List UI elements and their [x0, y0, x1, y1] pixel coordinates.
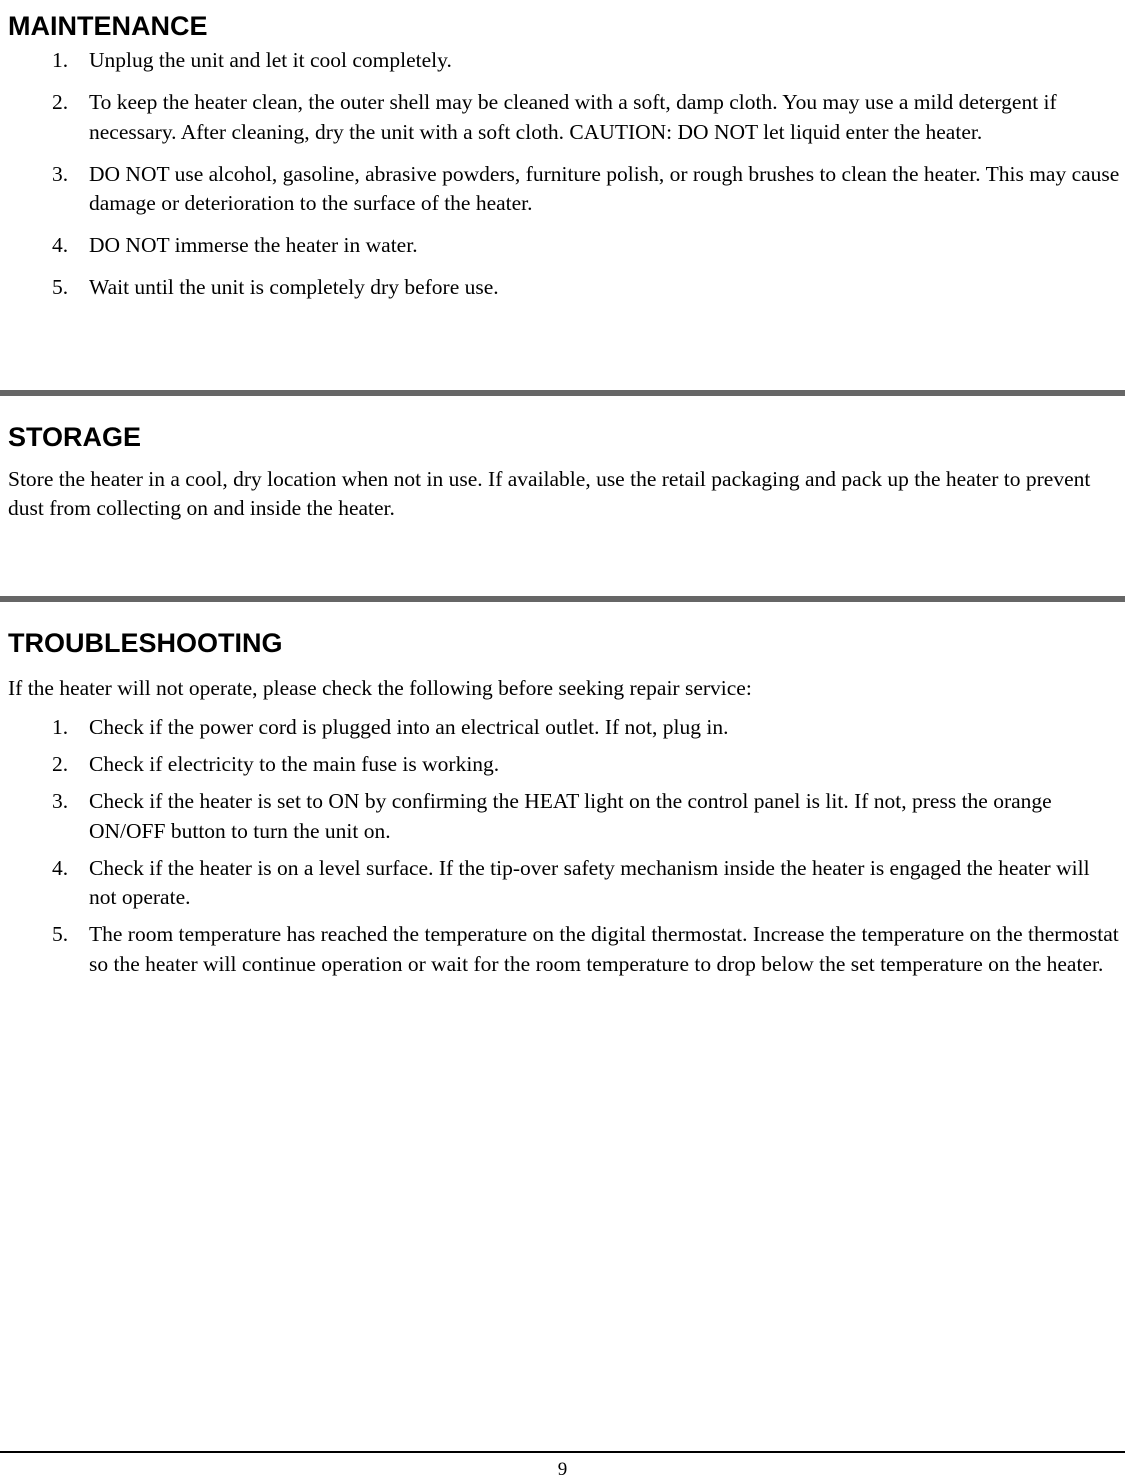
- item-number: 4.: [52, 233, 69, 257]
- storage-text: Store the heater in a cool, dry location when not in use. If available, use the retail packaging and pack up the heater to prevent dust from collecting on and inside the heater.: [8, 467, 1091, 520]
- item-number: 3.: [52, 161, 69, 186]
- list-item: [0, 160, 1120, 219]
- item-number: 5.: [52, 275, 69, 299]
- item-text: Unplug the unit and let it cool completely.: [89, 48, 452, 72]
- item-text: Check if electricity to the main fuse is working.: [89, 752, 500, 776]
- maintenance-heading: MAINTENANCE: [8, 11, 208, 41]
- section-divider: [0, 390, 1125, 396]
- item-text: DO NOT use alcohol, gasoline, abrasive powders, furniture polish, or rough brushes to clean the heater. This may cause damage or deterioration to the surface of the heater.: [89, 161, 1120, 215]
- item-number: 2.: [52, 90, 69, 114]
- item-number: 3.: [52, 789, 69, 813]
- list-item: [0, 46, 1120, 76]
- list-item: [0, 88, 1120, 147]
- list-item: [0, 920, 1120, 979]
- troubleshooting-list: [0, 713, 1120, 987]
- item-text: To keep the heater clean, the outer shell may be cleaned with a soft, damp cloth. You may use a mild detergent if necessary. After cleaning, dry the unit with a soft cloth. CAUTION: DO NOT let liquid enter the heater.: [89, 90, 1057, 144]
- item-number: 1.: [52, 48, 69, 72]
- section-divider: [0, 596, 1125, 602]
- list-item: [0, 750, 1120, 780]
- item-number: 4.: [52, 855, 69, 880]
- storage-heading: STORAGE: [8, 422, 142, 452]
- item-text: Check if the heater is set to ON by confirming the HEAT light on the control panel is lit. If not, press the orange ON/OFF button to turn the unit on.: [89, 789, 1052, 843]
- maintenance-list: [0, 46, 1120, 315]
- troubleshooting-intro: If the heater will not operate, please check the following before seeking repair service:: [8, 676, 752, 700]
- troubleshooting-heading: TROUBLESHOOTING: [8, 628, 283, 658]
- list-item: [0, 231, 1120, 261]
- item-text: Check if the heater is on a level surface. If the tip-over safety mechanism inside the heater is engaged the heater will not operate.: [89, 855, 1090, 909]
- item-text: Check if the power cord is plugged into an electrical outlet. If not, plug in.: [89, 715, 729, 739]
- item-text: Wait until the unit is completely dry before use.: [89, 275, 499, 299]
- list-item: [0, 854, 1120, 913]
- item-text: The room temperature has reached the temperature on the digital thermostat. Increase the temperature on the thermostat so the heater will continue operation or wait for the room temperature to drop below the set temperature on the heater.: [89, 922, 1119, 976]
- item-text: DO NOT immerse the heater in water.: [89, 233, 418, 257]
- list-item: [0, 273, 1120, 303]
- item-number: 1.: [52, 715, 69, 739]
- list-item: [0, 787, 1120, 846]
- page-number: 9: [557, 1459, 568, 1480]
- item-number: 2.: [52, 752, 69, 776]
- list-item: [0, 713, 1120, 743]
- item-number: 5.: [52, 922, 69, 946]
- footer-rule: [0, 1451, 1125, 1453]
